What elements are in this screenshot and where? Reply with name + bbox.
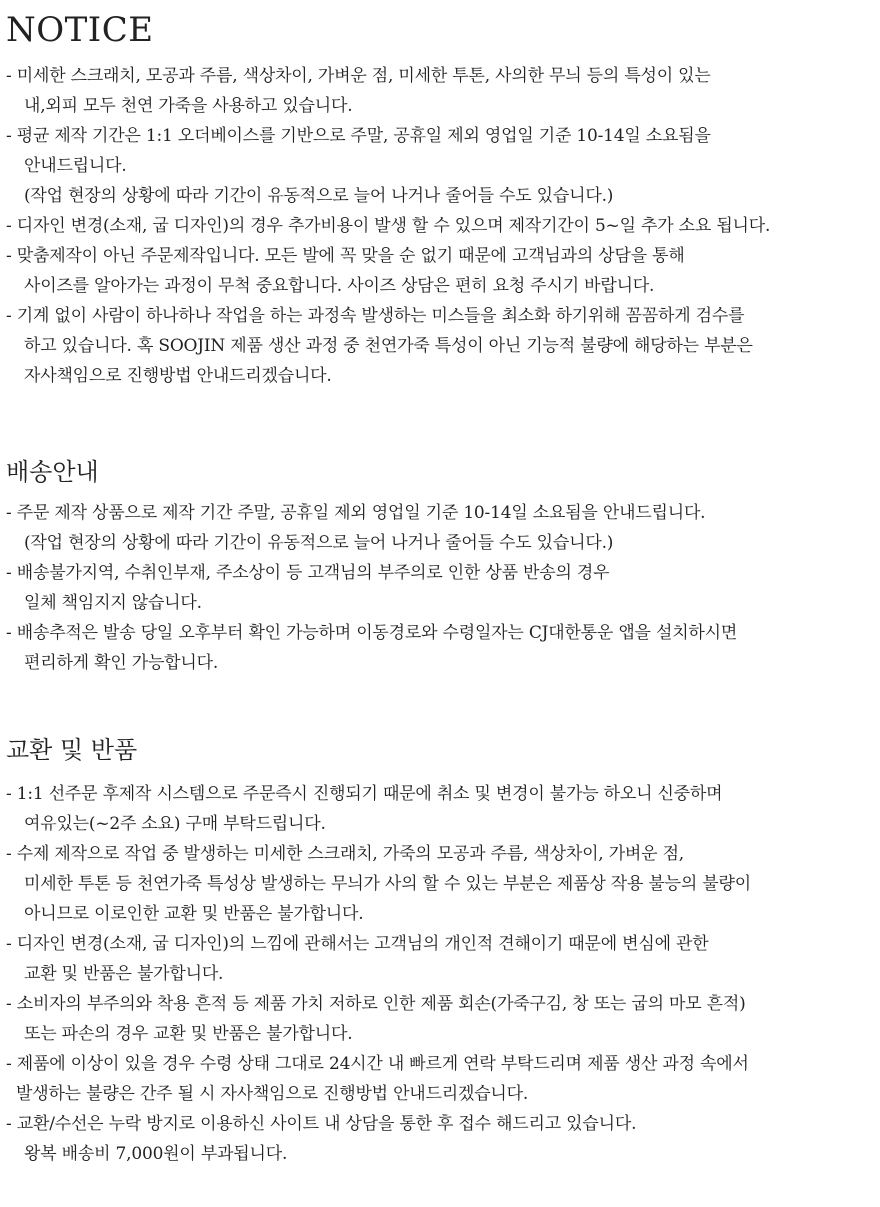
shipping-title: 배송안내 <box>6 458 99 486</box>
notice-line: 자사책임으로 진행방법 안내드리겠습니다. <box>24 366 332 386</box>
notice-line: - 맞춤제작이 아닌 주문제작입니다. 모든 발에 꼭 맞을 순 없기 때문에 고객님과의 상담을 통해 <box>6 246 685 266</box>
exchange-line: 미세한 투톤 등 천연가죽 특성상 발생하는 무늬가 사의 할 수 있는 부분은 제품상 작용 불능의 불량이 <box>24 874 751 894</box>
exchange-line: - 교환/수선은 누락 방지로 이용하신 사이트 내 상담을 통한 후 접수 해드리고 있습니다. <box>6 1114 637 1134</box>
notice-title: NOTICE <box>6 10 154 50</box>
exchange-line: - 1:1 선주문 후제작 시스템으로 주문즉시 진행되기 때문에 취소 및 변경이 불가능 하오니 신중하며 <box>6 784 723 804</box>
exchange-line: - 수제 제작으로 작업 중 발생하는 미세한 스크래치, 가죽의 모공과 주름, 색상차이, 가벼운 점, <box>6 844 684 864</box>
shipping-line: - 배송불가지역, 수취인부재, 주소상이 등 고객님의 부주의로 인한 상품 반송의 경우 <box>6 563 610 583</box>
exchange-line: 아니므로 이로인한 교환 및 반품은 불가합니다. <box>24 904 364 924</box>
notice-line: - 평균 제작 기간은 1:1 오더베이스를 기반으로 주말, 공휴일 제외 영업일 기준 10-14일 소요됨을 <box>6 126 711 146</box>
exchange-line: 왕복 배송비 7,000원이 부과됩니다. <box>24 1144 288 1164</box>
shipping-line: (작업 현장의 상황에 따라 기간이 유동적으로 늘어 나거나 줄어들 수도 있습니다.) <box>24 533 614 553</box>
exchange-line: 여유있는(~2주 소요) 구매 부탁드립니다. <box>24 814 326 834</box>
exchange-line: 또는 파손의 경우 교환 및 반품은 불가합니다. <box>24 1024 353 1044</box>
shipping-line: 편리하게 확인 가능합니다. <box>24 653 219 673</box>
exchange-line: - 제품에 이상이 있을 경우 수령 상태 그대로 24시간 내 빠르게 연락 부탁드리며 제품 생산 과정 속에서 <box>6 1054 749 1074</box>
notice-line: - 디자인 변경(소재, 굽 디자인)의 경우 추가비용이 발생 할 수 있으며 제작기간이 5~일 추가 소요 됩니다. <box>6 216 771 236</box>
notice-line: 안내드립니다. <box>24 156 127 176</box>
shipping-line: - 주문 제작 상품으로 제작 기간 주말, 공휴일 제외 영업일 기준 10-14일 소요됨을 안내드립니다. <box>6 503 706 523</box>
exchange-title: 교환 및 반품 <box>6 736 138 764</box>
notice-line: (작업 현장의 상황에 따라 기간이 유동적으로 늘어 나거나 줄어들 수도 있습니다.) <box>24 186 614 206</box>
shipping-line: - 배송추적은 발송 당일 오후부터 확인 가능하며 이동경로와 수령일자는 CJ대한통운 앱을 설치하시면 <box>6 623 738 643</box>
shipping-line: 일체 책임지지 않습니다. <box>24 593 202 613</box>
notice-line: 사이즈를 알아가는 과정이 무척 중요합니다. 사이즈 상담은 편히 요청 주시기 바랍니다. <box>24 276 655 296</box>
exchange-line: - 디자인 변경(소재, 굽 디자인)의 느낌에 관해서는 고객님의 개인적 견해이기 때문에 변심에 관한 <box>6 934 709 954</box>
notice-line: 하고 있습니다. 혹 SOOJIN 제품 생산 과정 중 천연가죽 특성이 아닌 기능적 불량에 해당하는 부분은 <box>24 336 753 356</box>
notice-line: - 기계 없이 사람이 하나하나 작업을 하는 과정속 발생하는 미스들을 최소화 하기위해 꼼꼼하게 검수를 <box>6 306 745 326</box>
exchange-line: 발생하는 불량은 간주 될 시 자사책임으로 진행방법 안내드리겠습니다. <box>16 1084 529 1104</box>
notice-line: - 미세한 스크래치, 모공과 주름, 색상차이, 가벼운 점, 미세한 투톤, 사의한 무늬 등의 특성이 있는 <box>6 66 711 86</box>
exchange-line: - 소비자의 부주의와 착용 흔적 등 제품 가치 저하로 인한 제품 회손(가죽구김, 창 또는 굽의 마모 흔적) <box>6 994 746 1014</box>
exchange-line: 교환 및 반품은 불가합니다. <box>24 964 224 984</box>
notice-line: 내,외피 모두 천연 가죽을 사용하고 있습니다. <box>24 96 353 116</box>
